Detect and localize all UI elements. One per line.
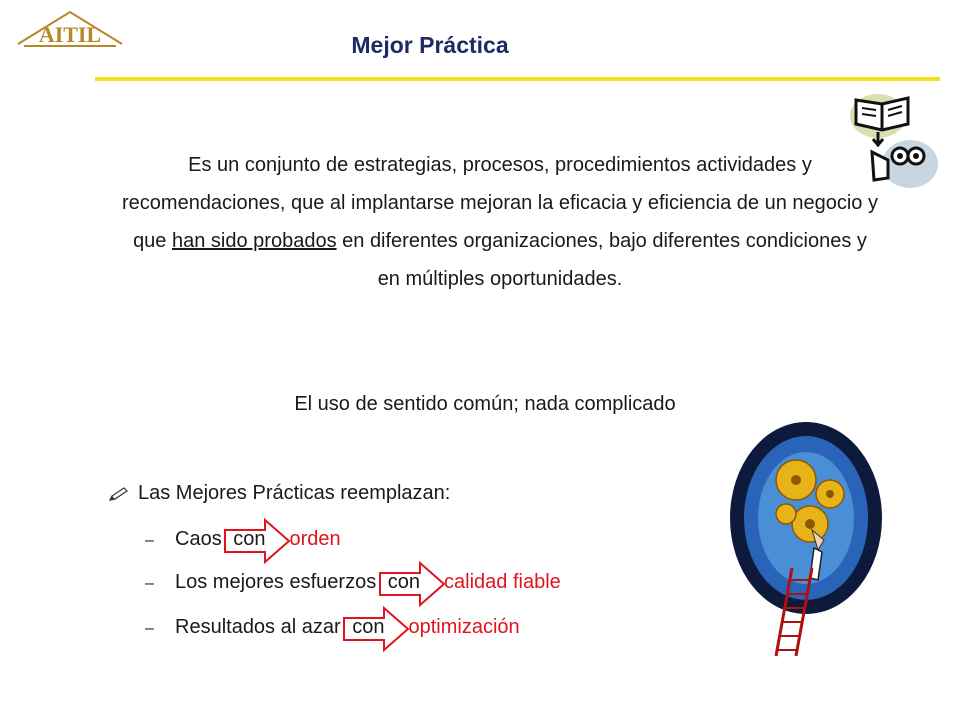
list-dash: –: [145, 532, 154, 549]
page-title: Mejor Práctica: [351, 32, 509, 58]
list-dash: –: [145, 575, 154, 592]
con-arrow: [227, 528, 283, 551]
definition-text-end: en diferentes organizaciones, bajo diferentes condiciones y en múltiples oportunidades.: [336, 230, 867, 290]
item-from: Caos: [175, 528, 222, 550]
con-arrow: [382, 571, 438, 594]
bullet-label: Las Mejores Prácticas reemplazan:: [138, 482, 451, 504]
item-to: optimización: [408, 616, 520, 638]
definition-underlined-text: han sido probados: [172, 230, 337, 252]
item-to: orden: [289, 528, 341, 550]
connector-text: con: [352, 616, 385, 638]
con-arrow: [346, 616, 402, 639]
pencil-bullet-icon: [108, 486, 130, 502]
list-dash: –: [145, 620, 154, 637]
best-practice-definition: [120, 146, 880, 298]
common-sense-statement: El uso de sentido común; nada complicado: [294, 393, 676, 415]
item-from: Los mejores esfuerzos: [175, 571, 377, 593]
list-item: [145, 571, 561, 594]
title-underline-rule: [95, 77, 940, 81]
gears-ladder-illustration: [726, 418, 886, 658]
item-to: calidad fiable: [444, 571, 561, 593]
list-item: [145, 528, 341, 551]
connector-text: con: [233, 528, 266, 550]
definition-text-start: Es un conjunto de estrategias, procesos, procedimientos actividades y recomendaciones, que al implantarse mejoran la eficacia y eficiencia de un negocio y que: [122, 154, 878, 252]
item-from: Resultados al azar: [175, 616, 341, 638]
replacement-bullet: [108, 482, 450, 505]
connector-text: con: [387, 571, 421, 593]
svg-text:AITIL: AITIL: [38, 22, 102, 47]
list-item: [145, 616, 520, 639]
